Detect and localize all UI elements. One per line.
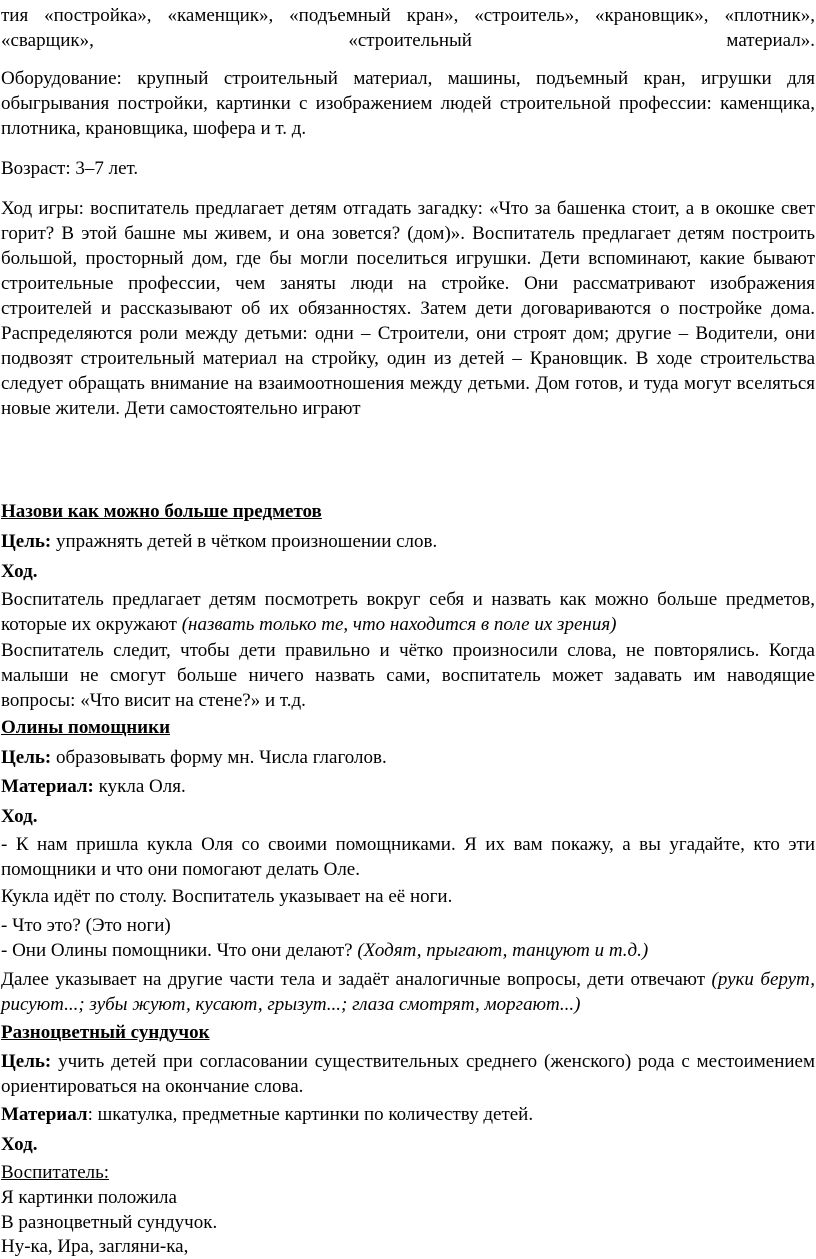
- game1-title: Назови как можно больше предметов: [1, 501, 322, 522]
- game2-title: Олины помощники: [1, 717, 171, 738]
- game1-paragraph-2: Воспитатель следит, чтобы дети правильно и чётко произносили слова, не повторялись. Когда малыши не смогут больше ничего назвать сами, воспитатель может задавать им наводящие вопросы: «Что висит на стене?» и т.д.: [1, 640, 815, 711]
- game1-p1-text: Воспитатель предлагает детям посмотреть вокруг себя и назвать как можно больше предметов, которые их окружают: [1, 589, 815, 635]
- game3-material: [1, 1102, 815, 1127]
- game3-goal-label: Цель:: [1, 1051, 52, 1072]
- game3-material-text: : шкатулка, предметные картинки по количеству детей.: [87, 1104, 534, 1125]
- game2-p4-italic: (Ходят, прыгают, танцуют и т.д.): [357, 940, 649, 961]
- game2-paragraph-2: Кукла идёт по столу. Воспитатель указывает на её ноги.: [1, 886, 453, 907]
- game3-goal-text: учить детей при согласовании существительных среднего (женского) рода с местоимением ориентироваться на окончание слова.: [1, 1051, 815, 1097]
- game3-verse-line-2: В разноцветный сундучок.: [1, 1212, 218, 1233]
- game2-goal-text: образовывать форму мн. Числа глаголов.: [51, 747, 387, 768]
- game2-material-label: Материал:: [1, 776, 94, 797]
- game3-verse-line-1: Я картинки положила: [1, 1187, 177, 1208]
- age-paragraph: Возраст: 3–7 лет.: [1, 158, 139, 179]
- game3-goal: [1, 1049, 815, 1099]
- game3-teacher-label: Воспитатель:: [1, 1162, 110, 1183]
- game-course-paragraph: Ход игры: воспитатель предлагает детям отгадать загадку: «Что за башенка стоит, а в окошке свет горит? В этой башне мы живем, и она зовется? (дом)». Воспитатель предлагает детям построить большой, просторный дом, где бы могли поселиться игрушки. Дети вспоминают, какие бывают строительные профессии, чем заняты люди на стройке. Они рассматривают изображения строителей и рассказывают об их обязанностях. Затем дети договариваются о постройке дома. Распределяются роли между детьми: одни – Строители, они строят дом; другие – Водители, они подвозят строительный материал на стройку, один из детей – Крановщик. В ходе строительства следует обращать внимание на взаимоотношения между детьми. Дом готов, и туда могут вселяться новые жители. Дети самостоятельно играют: [1, 198, 815, 419]
- game2-p5-italic: (руки берут, рисуют...; зубы жуют, кусают, грызут...; глаза смотрят, моргают...): [1, 969, 816, 1015]
- game1-goal-label: Цель:: [1, 531, 52, 552]
- game2-p5-text: Далее указывает на другие части тела и задаёт аналогичные вопросы, дети отвечают: [1, 969, 712, 990]
- intro-line-2: «сварщик», «строительный материал».: [1, 30, 815, 51]
- game2-p4-text: - Они Олины помощники. Что они делают?: [1, 940, 358, 961]
- game2-paragraph-3: - Что это? (Это ноги): [1, 915, 171, 936]
- intro-paragraph: [1, 3, 815, 53]
- game2-course-label: Ход.: [1, 806, 38, 827]
- game2-paragraph-1: - К нам пришла кукла Оля со своими помощниками. Я их вам покажу, а вы угадайте, кто эти помощники и что они помогают делать Оле.: [1, 834, 815, 880]
- game2-material: [1, 774, 815, 799]
- game3-material-label: Материал: [1, 1104, 88, 1125]
- game2-paragraph-4: [1, 938, 815, 963]
- game1-goal-text: упражнять детей в чётком произношении слов.: [51, 531, 438, 552]
- game1-paragraph-1: [1, 587, 815, 637]
- game1-course-label: Ход.: [1, 561, 38, 582]
- equipment-paragraph: Оборудование: крупный строительный материал, машины, подъемный кран, игрушки для обыгрывания постройки, картинки с изображением людей строительной профессии: каменщика, плотника, крановщика, шофера и т. д.: [1, 68, 815, 139]
- game1-p1-italic: (назвать только те, что находится в поле их зрения): [181, 614, 617, 635]
- game3-verse-line-3: Ну-ка, Ира, загляни-ка,: [1, 1236, 189, 1257]
- game3-course-label: Ход.: [1, 1134, 38, 1155]
- game2-goal: [1, 745, 815, 770]
- intro-line-1: тия «постройка», «каменщик», «подъемный кран», «строитель», «крановщик», «плотник»,: [1, 5, 815, 26]
- game2-material-text: кукла Оля.: [93, 776, 186, 797]
- game2-paragraph-5: [1, 967, 815, 1017]
- game1-goal: [1, 529, 815, 554]
- game3-title: Разноцветный сундучок: [1, 1022, 210, 1043]
- game2-goal-label: Цель:: [1, 747, 52, 768]
